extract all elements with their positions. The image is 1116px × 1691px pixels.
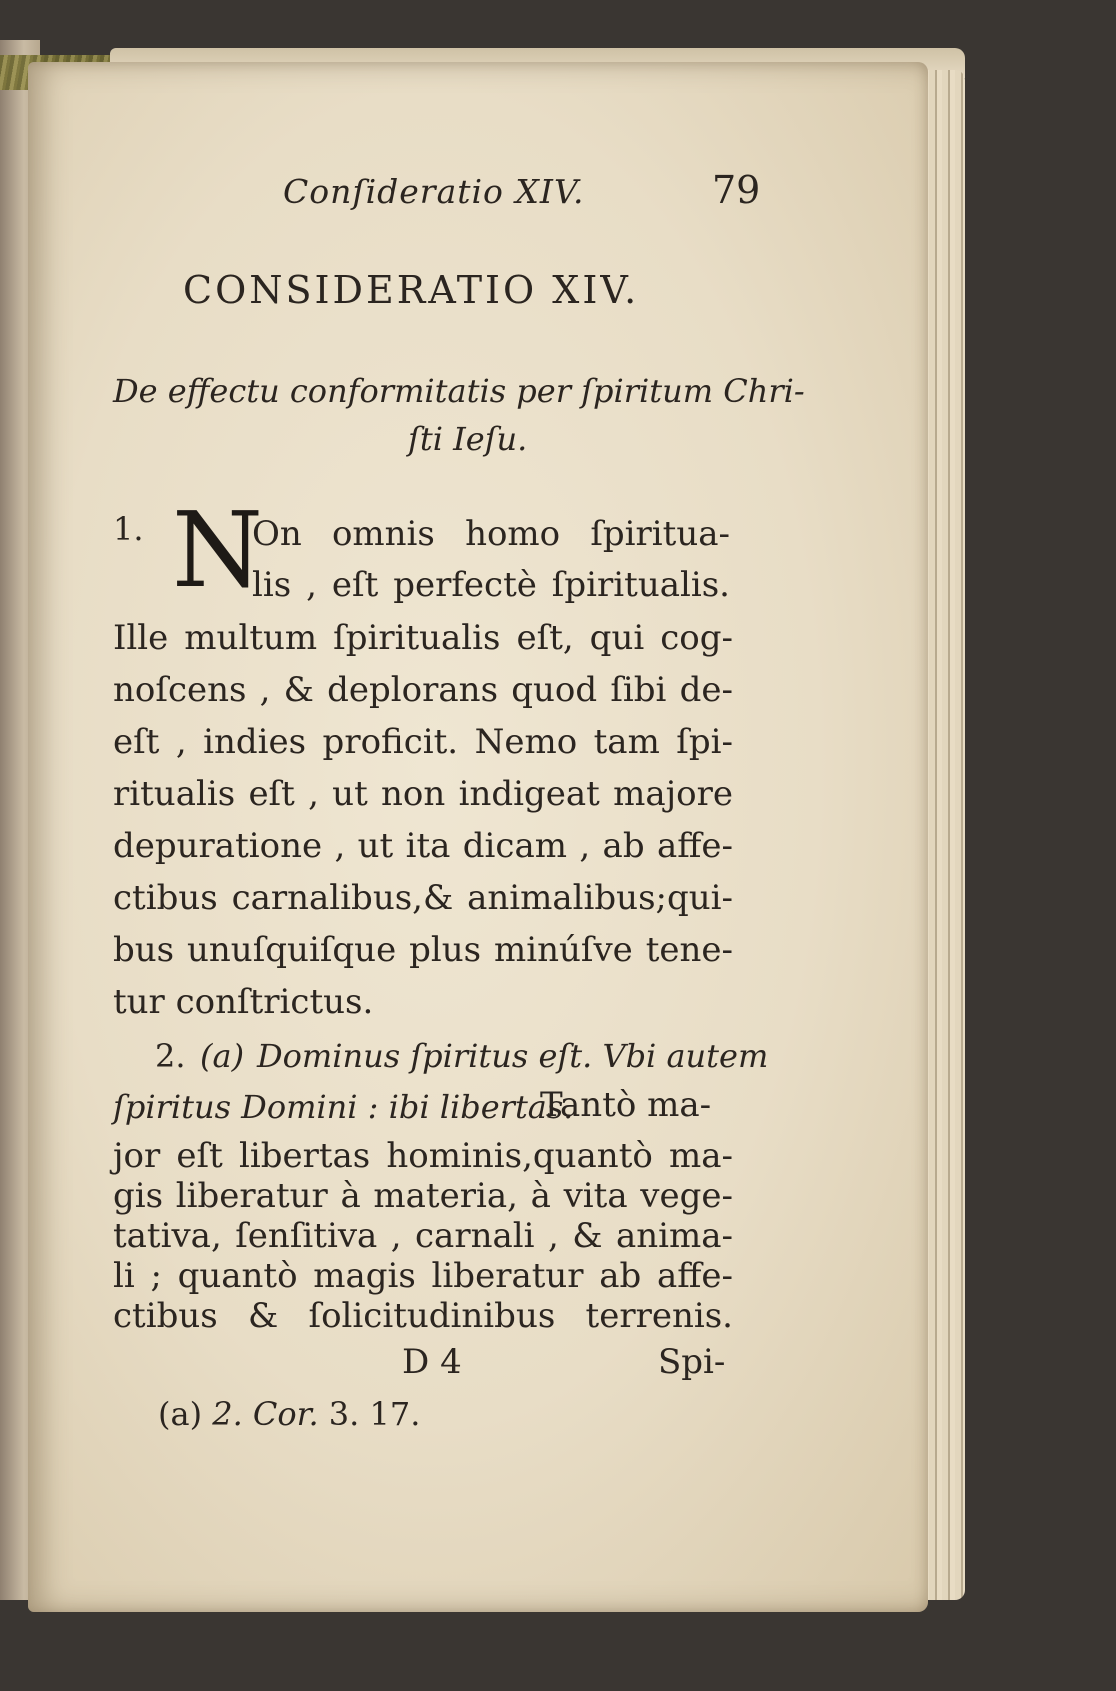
note-reference: (a) [200,1037,245,1075]
text-line: ctibus & ſolicitudinibus terrenis. [113,1296,733,1336]
text-line: jor eſt libertas hominis,quantò ma- [113,1136,733,1176]
text-line: tativa, ſenſitiva , carnali , & anima- [113,1216,733,1256]
running-head: Conſideratio XIV. [283,172,585,211]
text-line: depuratione , ut ita dicam , ab affe- [113,826,733,866]
catchword: Spi- [658,1342,726,1382]
scripture-quote: Dominus ſpiritus eſt. Vbi autem [257,1037,769,1075]
text-line: ritualis eſt , ut non indigeat majore [113,774,733,814]
page-number: 79 [712,168,761,212]
text-line: On omnis homo ſpiritua- [252,514,730,554]
footnote-ref: (a) [158,1395,203,1433]
text-line: eſt , indies proficit. Nemo tam ſpi- [113,722,733,762]
text-line: ctibus carnalibus,& animalibus;qui- [113,878,733,918]
footnote [158,1395,420,1433]
scripture-quote: ſpiritus Domini : ibi libertas. [113,1088,574,1126]
drop-cap: N [172,489,263,611]
text-line: tur conſtrictus. [113,982,374,1022]
footnote-verse: 3. 17. [328,1395,421,1433]
text-line: Tantò ma- [540,1085,712,1125]
text-line: li ; quantò magis liberatur ab affe- [113,1256,733,1296]
signature-mark: D 4 [402,1342,462,1382]
text-line: gis liberatur à materia, à vita vege- [113,1176,733,1216]
footnote-book: 2. Cor. [212,1395,319,1433]
section-subtitle-line1: De effectu conformitatis per ſpiritum Chri- [113,372,805,410]
paragraph-number: 1. [113,510,144,548]
text-line: Ille multum ſpiritualis eſt, qui cog- [113,618,733,658]
section-title: CONSIDERATIO XIV. [183,268,640,312]
paragraph-number: 2. [155,1037,186,1075]
section-subtitle-line2: ſti Ieſu. [408,420,528,458]
text-line: lis , eſt perfectè ſpiritualis. [252,565,730,605]
text-line: bus unuſquiſque plus minúſve tene- [113,930,733,970]
text-line: noſcens , & deplorans quod ſibi de- [113,670,733,710]
